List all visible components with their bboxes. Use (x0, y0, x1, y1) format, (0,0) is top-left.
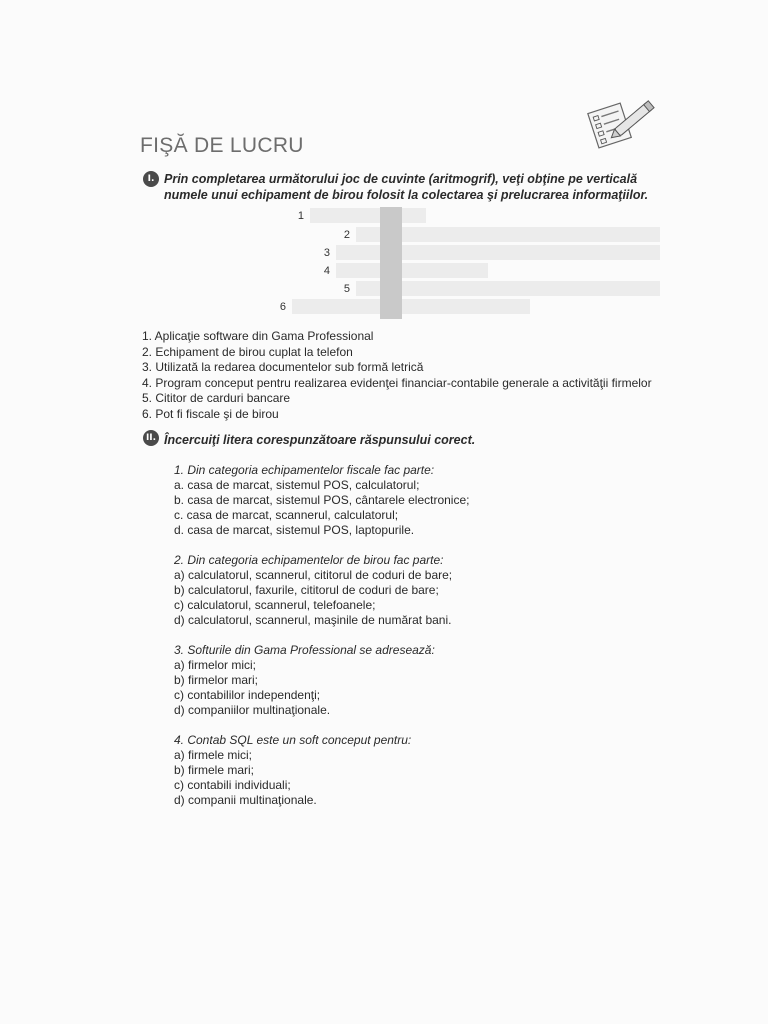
answer-option-c[interactable]: c) contabili individuali; (174, 778, 291, 792)
crossword-row-6 (292, 299, 530, 314)
clue-item: 4. Program conceput pentru realizarea evidenţei financiar-contabile generale a activităţii firmelor (142, 375, 652, 390)
crossword-number-1: 1 (297, 210, 304, 222)
page-title: FIŞĂ DE LUCRU (140, 134, 304, 157)
task-1-instructions: Prin completarea următorului joc de cuvinte (aritmogrif), veţi obţine pe verticală numele unui echipament de birou folosit la colectarea şi prelucrarea informaţiilor. (164, 172, 649, 202)
question-1 (174, 463, 469, 538)
clue-item: 1. Aplicaţie software din Gama Professional (142, 329, 374, 343)
question-stem: 3. Softurile din Gama Professional se adresează: (174, 643, 435, 657)
clue-item: 3. Utilizată la redarea documentelor sub formă letrică (142, 360, 424, 374)
answer-option-d[interactable]: d) companiilor multinaţionale. (174, 703, 331, 717)
question-stem: 1. Din categoria echipamentelor fiscale fac parte: (174, 463, 435, 477)
multiple-choice-questions (174, 463, 469, 823)
task-2-badge: II. (143, 430, 159, 446)
answer-option-c[interactable]: c. casa de marcat, scannerul, calculatorul; (174, 508, 399, 522)
clue-item: 6. Pot fi fiscale şi de birou (142, 406, 279, 421)
question-stem: 2. Din categoria echipamentelor de birou fac parte: (174, 553, 444, 567)
answer-option-a[interactable]: a) firmele mici; (174, 748, 253, 762)
answer-option-a[interactable]: a) firmelor mici; (174, 658, 257, 672)
crossword-number-6: 6 (279, 301, 286, 313)
crossword-number-4: 4 (323, 265, 330, 277)
pencil-checklist-icon (574, 88, 664, 150)
answer-option-b[interactable]: b) firmelor mari; (174, 673, 259, 687)
task-2-instructions: Încercuiţi litera corespunzătoare răspunsului corect. (164, 433, 476, 447)
answer-option-d[interactable]: d. casa de marcat, sistemul POS, laptopurile. (174, 523, 415, 537)
answer-option-d[interactable]: d) calculatorul, scannerul, maşinile de numărat bani. (174, 613, 452, 627)
task-1-badge: I. (143, 171, 159, 187)
answer-option-c[interactable]: c) contabililor independenţi; (174, 688, 321, 702)
crossword-clues (142, 329, 652, 422)
answer-option-b[interactable]: b) firmele mari; (174, 763, 255, 777)
answer-option-d[interactable]: d) companii multinaţionale. (174, 793, 317, 807)
clue-item: 5. Cititor de carduri bancare (142, 391, 291, 405)
question-4 (174, 733, 469, 808)
crossword-number-2: 2 (343, 229, 350, 241)
clue-item: 2. Echipament de birou cuplat la telefon (142, 344, 353, 359)
answer-option-b[interactable]: b) calculatorul, faxurile, cititorul de coduri de bare; (174, 583, 439, 597)
crossword-row-4 (336, 263, 488, 278)
question-stem: 4. Contab SQL este un soft conceput pentru: (174, 733, 412, 747)
answer-option-b[interactable]: b. casa de marcat, sistemul POS, cântarele electronice; (174, 493, 470, 507)
crossword-number-5: 5 (343, 283, 350, 295)
question-2 (174, 553, 469, 628)
crossword-number-3: 3 (323, 247, 330, 259)
crossword-row-1 (310, 208, 426, 223)
crossword-solution-column (380, 207, 402, 319)
answer-option-a[interactable]: a. casa de marcat, sistemul POS, calculatorul; (174, 478, 420, 492)
question-3 (174, 643, 469, 718)
answer-option-a[interactable]: a) calculatorul, scannerul, cititorul de coduri de bare; (174, 568, 453, 582)
answer-option-c[interactable]: c) calculatorul, scannerul, telefoanele; (174, 598, 376, 612)
